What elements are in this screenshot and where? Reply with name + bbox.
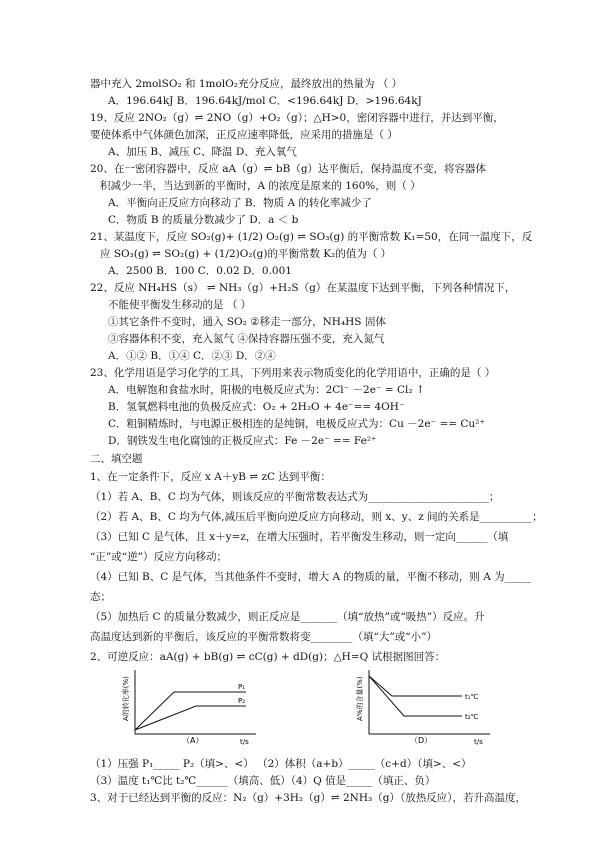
- text-line: D．钢铁发生电化腐蚀的正极反应式：Fe －2e⁻ == Fe²⁺: [108, 435, 377, 447]
- section-heading: 二、填空题: [90, 453, 143, 465]
- graph-a-ylabel: A的转化率(%): [122, 676, 130, 721]
- graph-d-curve2-label: t₂℃: [465, 713, 479, 721]
- text-line: “正”或“逆”）反应方向移动；: [90, 551, 227, 563]
- graph-a-curve2-label: P₂: [238, 697, 246, 705]
- text-line: 态；: [90, 591, 111, 603]
- text-line: ③容器体积不变，充入氮气 ④保持容器压强不变，充入氮气: [108, 333, 385, 345]
- graph-d: [352, 666, 502, 746]
- text-line: 要使体系中气体颜色加深，正反应速率降低，应采用的措施是（ ）: [90, 129, 398, 141]
- text-line: 应 SO₃(g) ⇌ SO₂(g) + (1/2)O₂(g)的平衡常数 K₂的值为（ ）: [100, 248, 392, 260]
- text-line: 高温度达到新的平衡后，该反应的平衡常数将变________（填“大”或“小”）: [90, 631, 437, 643]
- graph-d-ylabel: A%的含量(%): [356, 676, 364, 721]
- graph-a-caption: （A）: [182, 736, 204, 745]
- text-line: 21、某温度下，反应 SO₂(g)+ (1/2) O₂(g) ⇌ SO₃(g) 的平衡常数 K₁=50，在同一温度下，反: [90, 231, 533, 243]
- text-line: C．物质 B 的质量分数减少了 D．a ＜ b: [108, 214, 299, 226]
- text-line: 20、在一密闭容器中，反应 aA（g）⇌ bB（g）达平衡后，保持温度不变，将容器体: [90, 163, 487, 175]
- text-line: A．196.64kJ B．196.64kJ/mol C．<196.64kJ D．>196.64kJ: [108, 95, 422, 107]
- graph-d-xlabel: t/s: [474, 738, 483, 746]
- text-line: （1）压强 P₁_____ P₂（填>、<） （2）体积（a+b）_____（c+d）（填>、<）: [90, 758, 472, 770]
- text-line: 3、对于已经达到平衡的反应：N₂（g）+3H₂（g）⇌ 2NH₃（g）（放热反应），若升高温度，: [90, 792, 526, 804]
- text-line: B．氢氧燃料电池的负极反应式：O₂ + 2H₂O + 4e⁻== 4OH⁻: [108, 401, 405, 413]
- text-line: 2、可逆反应：aA(g) + bB(g) ⇌ cC(g) + dD(g)；△H=Q 试根据图回答：: [90, 651, 446, 663]
- text-line: 22、反应 NH₄HS（s） ⇌ NH₃（g）+H₂S（g）在某温度下达到平衡，下列各种情况下，: [90, 282, 516, 294]
- text-line: （5）加热后 C 的质量分数减少，则正反应是_______（填“放热”或“吸热”）反应。升: [90, 611, 485, 623]
- text-line: 23、化学用语是学习化学的工具，下列用来表示物质变化的化学用语中，正确的是（ ）: [90, 367, 496, 379]
- text-line: 积减少一半，当达到新的平衡时，A 的浓度是原来的 160%，则（ ）: [100, 180, 421, 192]
- graph-a: [118, 666, 268, 746]
- text-line: A．①② B．①④ C．②③ D．②④: [108, 350, 276, 362]
- text-line: 19、反应 2NO₂（g）⇌ 2NO（g）+O₂（g）；△H>0，密闭容器中进行，并达到平衡，: [90, 112, 504, 124]
- graph-d-curve1-label: t₁℃: [465, 693, 479, 701]
- text-line: ①其它条件不变时，通入 SO₂ ②移走一部分，NH₄HS 固体: [108, 316, 386, 328]
- graph-d-caption: （D）: [410, 736, 433, 745]
- text-line: 器中充入 2molSO₂ 和 1molO₂充分反应，最终放出的热量为 （ ）: [90, 78, 403, 90]
- text-line: A．2500 B．100 C．0.02 D．0.001: [108, 265, 292, 277]
- text-line: （3）已知 C 是气体，且 x＋y=z，在增大压强时，若平衡发生移动，则一定向______（填: [90, 531, 509, 543]
- text-line: （2）若 A、B、C 均为气体,减压后平衡向逆反应方向移动，则 x、y、z 间的关系是__________；: [90, 511, 543, 523]
- text-line: A．平衡向正反应方向移动了 B．物质 A 的转化率减少了: [108, 197, 372, 209]
- graph-a-xlabel: t/s: [240, 738, 249, 746]
- text-line: C．粗铜精炼时，与电源正极相连的是纯铜，电极反应式为：Cu －2e⁻ == Cu²⁺: [108, 418, 485, 430]
- text-line: A、加压 B、减压 C、降温 D、充入氧气: [108, 146, 297, 158]
- text-line: 不能使平衡发生移动的是 （ ）: [108, 299, 252, 311]
- text-line: A．电解饱和食盐水时，阳极的电极反应式为：2Cl⁻ －2e⁻ = Cl₂ ↑: [108, 384, 425, 396]
- graph-a-curve1-label: P₁: [238, 683, 246, 691]
- text-line: （4）已知 B、C 是气体，当其他条件不变时，增大 A 的物质的量，平衡不移动，则 A 为_____: [90, 571, 531, 583]
- text-line: 1、在一定条件下，反应 x A＋yB ⇌ zC 达到平衡：: [90, 471, 331, 483]
- text-line: （1）若 A、B、C 均为气体，则该反应的平衡常数表达式为_______________________；: [90, 491, 500, 503]
- text-line: （3）温度 t₁℃比 t₂℃______（填高、低）（4）Q 值是_____（填正、负）: [90, 775, 436, 787]
